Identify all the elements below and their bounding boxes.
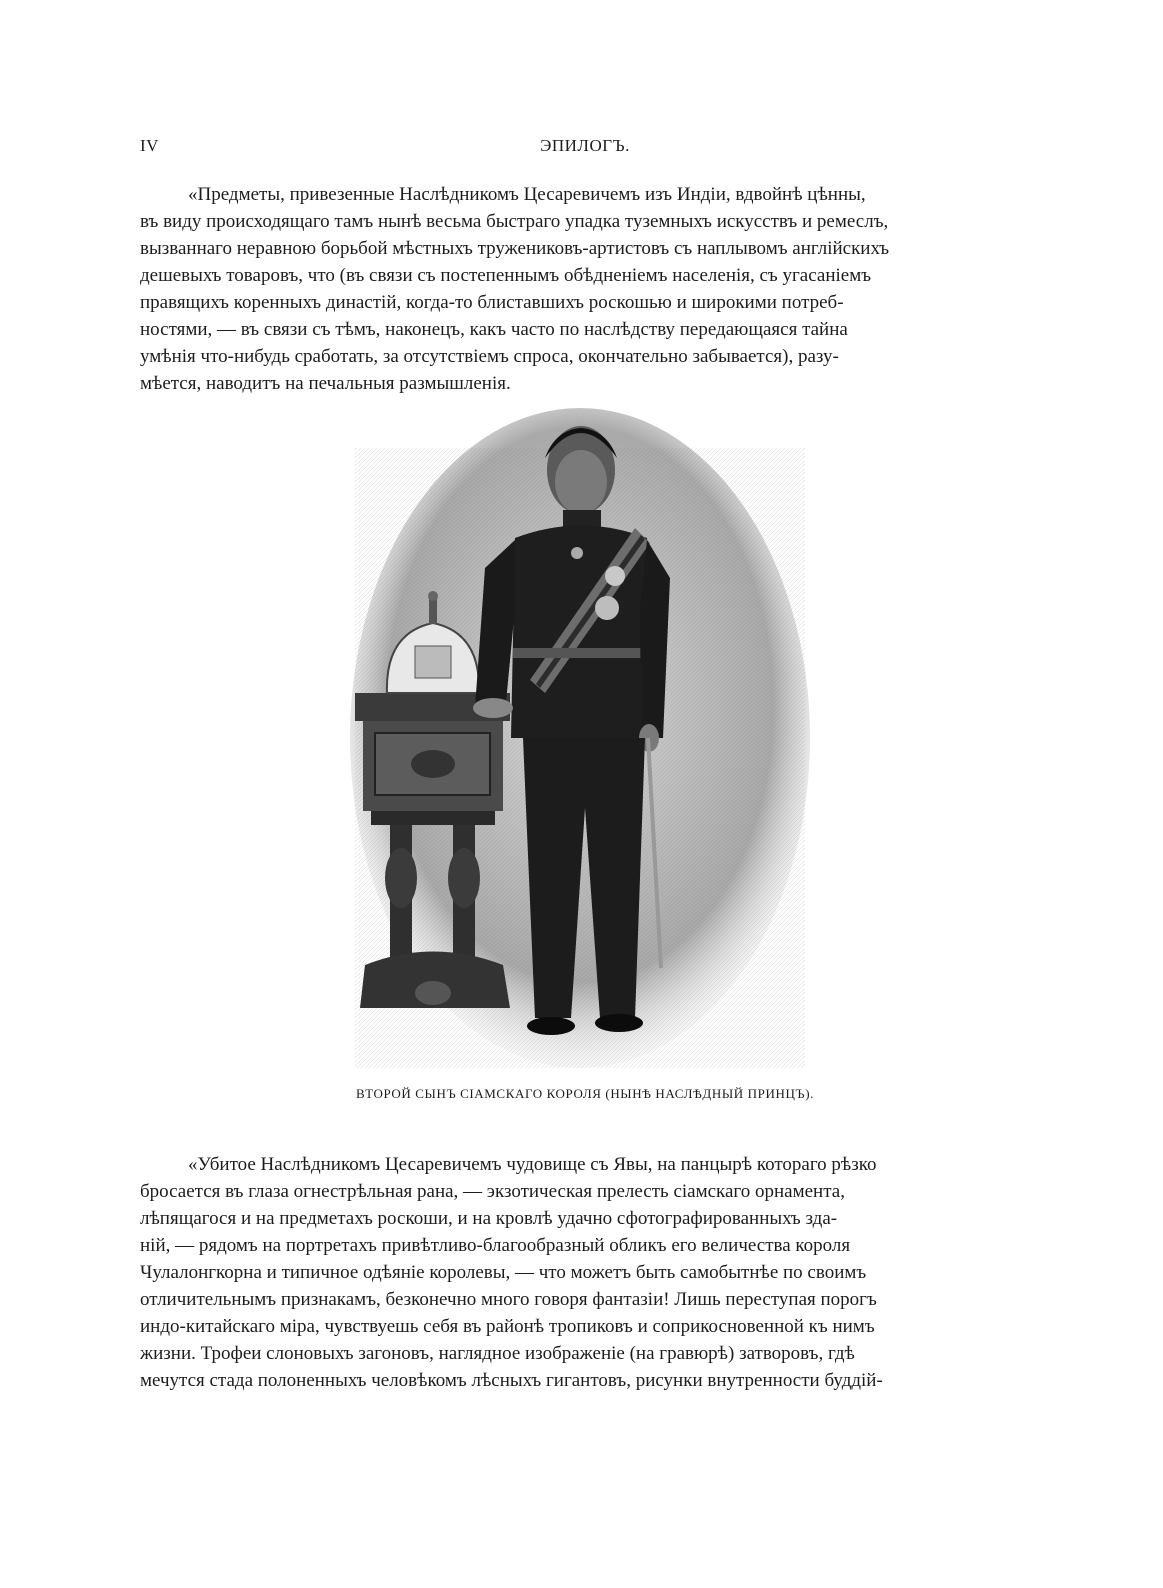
text-line: мѣется, наводитъ на печальныя размышленія.: [140, 373, 511, 394]
text-line: дешевыхъ товаровъ, что (въ связи съ постепеннымъ обѣдненіемъ населенія, съ угасаніемъ: [140, 265, 872, 286]
engraving-illustration: [345, 408, 815, 1078]
text-line: правящихъ коренныхъ династій, когда-то блиставшихъ роскошью и широкими потреб-: [140, 292, 844, 313]
text-line: мечутся стада полоненныхъ человѣкомъ лѣсныхъ гигантовъ, рисунки внутренности буддій-: [140, 1370, 883, 1391]
text-line: Чулалонгкорна и типичное одѣяніе королевы, — что можетъ быть самобытнѣе по своимъ: [140, 1262, 867, 1283]
text-line: ностями, — въ связи съ тѣмъ, наконецъ, какъ часто по наслѣдству передающаяся тайна: [140, 319, 848, 340]
text-line: ній, — рядомъ на портретахъ привѣтливо-благообразный обликъ его величества короля: [140, 1235, 851, 1256]
text-line: «Предметы, привезенные Наслѣдникомъ Цесаревичемъ изъ Индіи, вдвойнѣ цѣнны,: [188, 184, 866, 205]
figure-caption: ВТОРОЙ СЫНЪ СІАМСКАГО КОРОЛЯ (НЫНѢ НАСЛѢДНЫЙ ПРИНЦЪ).: [355, 1086, 814, 1101]
paragraph-1: [140, 181, 1030, 397]
text-line: жизни. Трофеи слоновыхъ загоновъ, наглядное изображеніе (на гравюрѣ) затворовъ, гдѣ: [140, 1343, 855, 1364]
page-number: IV: [140, 136, 159, 155]
text-line: въ виду происходящаго тамъ нынѣ весьма быстраго упадка туземныхъ искусствъ и ремеслъ,: [140, 211, 889, 232]
text-line: отличительнымъ признакамъ, безконечно много говоря фантазіи! Лишь переступая порогъ: [140, 1289, 877, 1310]
text-line: бросается въ глаза огнестрѣльная рана, — экзотическая прелесть сіамскаго орнамента,: [140, 1181, 845, 1202]
text-line: умѣнія что-нибудь сработать, за отсутствіемъ спроса, окончательно забывается), разу-: [140, 346, 839, 367]
text-line: вызваннаго неравною борьбой мѣстныхъ тружениковъ-артистовъ съ наплывомъ англійскихъ: [140, 238, 890, 259]
portrait-engraving: [345, 408, 815, 1078]
running-title: ЭПИЛОГЪ.: [540, 136, 630, 155]
text-line: индо-китайскаго міра, чувствуешь себя въ районѣ тропиковъ и соприкосновенной къ нимъ: [140, 1316, 875, 1337]
page-header: [140, 136, 1030, 160]
text-line: лѣпящагося и на предметахъ роскоши, и на кровлѣ удачно сфотографированныхъ зда-: [140, 1208, 838, 1229]
paragraph-2: [140, 1151, 1030, 1394]
text-line: «Убитое Наслѣдникомъ Цесаревичемъ чудовище съ Явы, на панцырѣ котораго рѣзко: [188, 1154, 877, 1175]
